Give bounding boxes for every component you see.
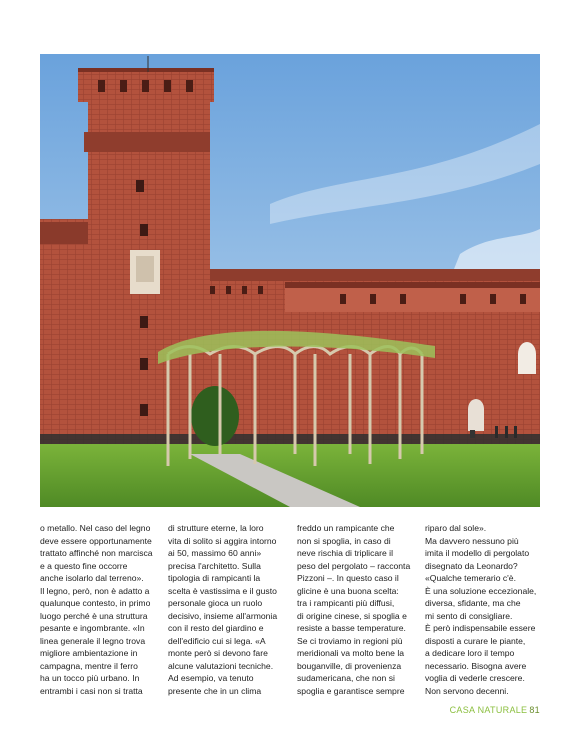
text-column-2: [168, 522, 284, 697]
article-text: di strutture eterne, la loro vita di solito si aggira intorno ai 50, massimo 60 anni» precisa l'architetto. Sulla tipologia di rampicanti la scelta è vastissima e il gusto personale gioca un ruolo decisivo, insieme all'armonia con il resto del giardino e dell'edificio cui si lega. «A monte però si devono fare alcune valutazioni tecniche. Ad esempio, va tenuto presente che in un clima: [168, 523, 278, 696]
page-footer: [450, 705, 540, 715]
text-column-1: [40, 522, 156, 697]
article-text: riparo dal sole». Ma davvero nessuno più imita il modello di pergolato disegnato da Leonardo? «Qualche temerario c'è. È una soluzione eccezionale, diversa, sfidante, ma che mi sento di consigliare. È però indispensabile essere disposti a curare le piante, a dedicare loro il tempo necessario. Bisogna avere voglia di vederle crescere. Non servono decenni.: [425, 523, 537, 696]
text-column-4: [425, 522, 541, 697]
article-text: o metallo. Nel caso del legno deve essere opportunamente trattato affinché non marcisca e a questo fine occorre anche isolarlo dal terreno». Il legno, però, non è adatto a qualunque contesto, in primo luogo perché è una struttura pesante e ingombrante. «In linea generale il legno trova migliore ambientazione in campagna, mentre il ferro ha un tocco più urbano. In entrambi i casi non si tratta: [40, 523, 153, 696]
magazine-name: CASA NATURALE: [449, 705, 528, 715]
castle-photo: [40, 54, 540, 507]
castle-illustration: [40, 54, 540, 507]
article-text: freddo un rampicante che non si spoglia, in caso di neve rischia di triplicare il peso del pergolato – racconta Pizzoni –. In questo caso il glicine è una buona scelta: tra i rampicanti più diffusi, di origine cinese, si spoglia e resiste a basse temperature. Se ci troviamo in regioni più meridionali va molto bene la bouganville, di provenienza sudamericana, che non si spoglia e garantisce sempre: [297, 523, 411, 696]
text-column-3: [297, 522, 413, 697]
page-number: 81: [529, 705, 540, 715]
